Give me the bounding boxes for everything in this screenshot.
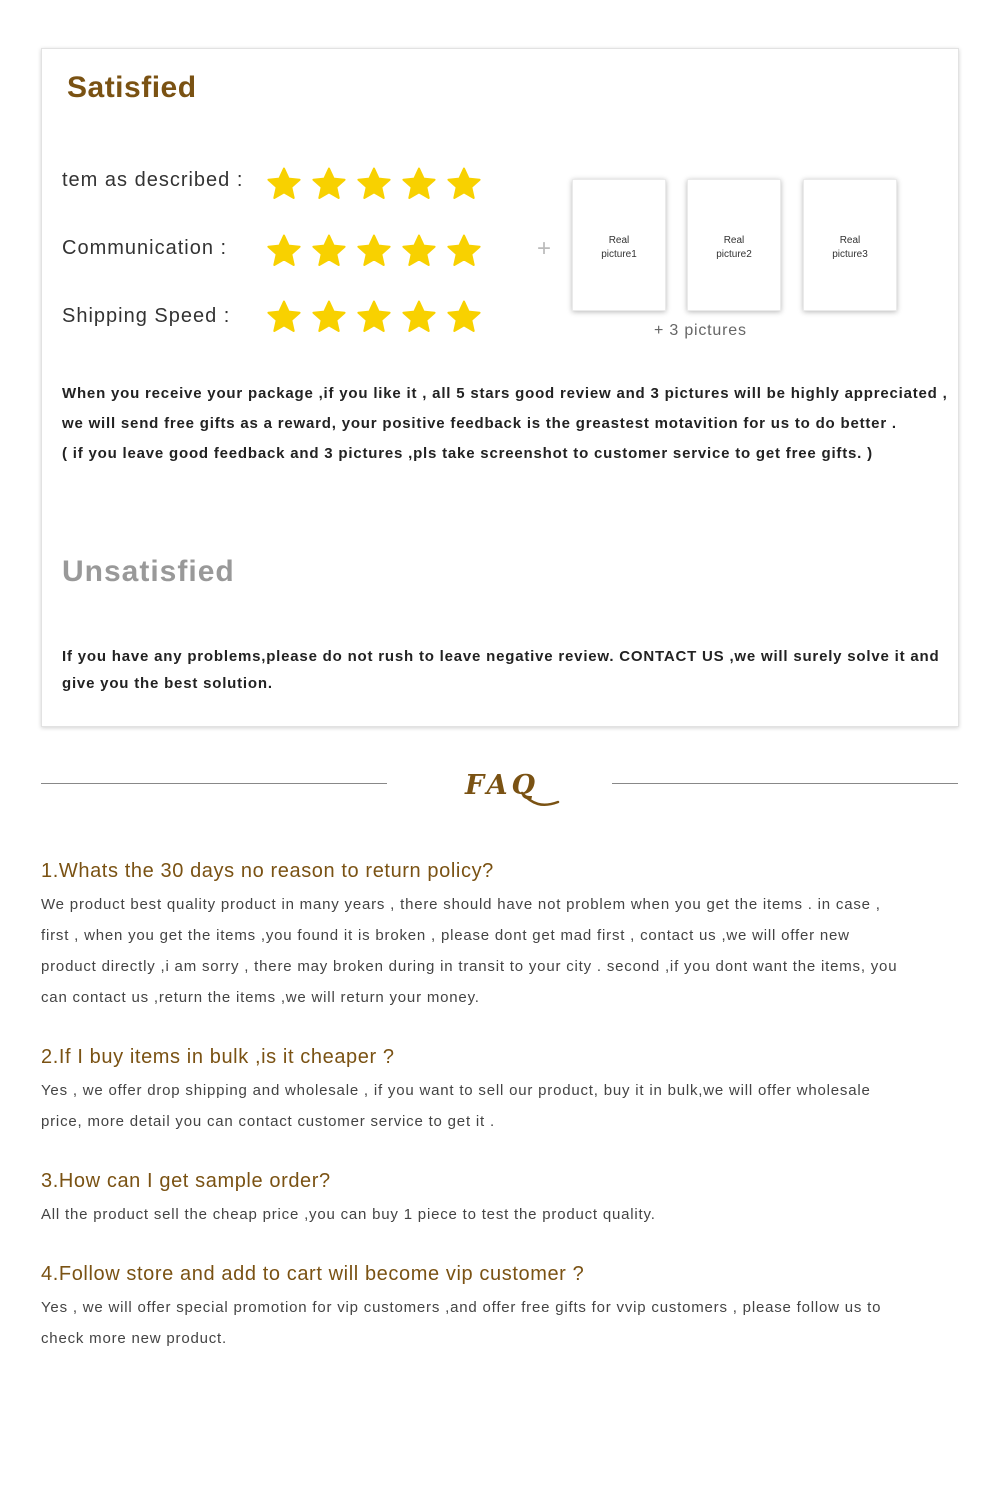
real-picture-1-label: Real picture1	[601, 235, 637, 260]
faq-divider-left	[41, 783, 387, 784]
satisfied-message-line-1: When you receive your package ,if you like it , all 5 stars good review and 3 pictures will be highly appreciated ,	[62, 385, 948, 402]
real-picture-3-label: Real picture3	[832, 235, 868, 260]
faq-question-1: 1.Whats the 30 days no reason to return policy?	[41, 860, 494, 882]
faq-question-3: 3.How can I get sample order?	[41, 1170, 331, 1192]
rating-label-communication: Communication :	[62, 237, 228, 259]
faq-question-2: 2.If I buy items in bulk ,is it cheaper ?	[41, 1046, 395, 1068]
star-icon	[311, 166, 347, 202]
faq-answer-1-line-1: We product best quality product in many years , there should have not problem when you get the items . in case ,	[41, 896, 881, 913]
real-picture-1-placeholder	[572, 179, 666, 311]
faq-answer-1-line-3: product directly ,i am sorry , there may broken during in transit to your city . second ,if you dont want the items, you	[41, 958, 898, 975]
faq-logo-text: FAQ	[465, 770, 540, 801]
faq-divider-right	[612, 783, 958, 784]
unsatisfied-message-line-1: If you have any problems,please do not rush to leave negative review. CONTACT US ,we will surely solve it and	[62, 648, 940, 665]
star-rating-communication	[266, 233, 482, 269]
faq-logo	[462, 758, 566, 814]
star-icon	[266, 166, 302, 202]
star-icon	[446, 166, 482, 202]
star-rating-shipping-speed	[266, 299, 482, 335]
star-icon	[266, 233, 302, 269]
pictures-count: + 3 pictures	[654, 322, 747, 339]
star-icon	[401, 233, 437, 269]
real-picture-3-placeholder	[803, 179, 897, 311]
star-icon	[311, 299, 347, 335]
satisfied-message-line-3: ( if you leave good feedback and 3 pictures ,pls take screenshot to customer service to get free gifts. )	[62, 445, 873, 462]
star-icon	[446, 233, 482, 269]
star-icon	[356, 299, 392, 335]
satisfied-message-line-2: we will send free gifts as a reward, your positive feedback is the greastest motavition for us to do better .	[62, 415, 897, 432]
faq-question-4: 4.Follow store and add to cart will become vip customer ?	[41, 1263, 585, 1285]
faq-answer-2-line-2: price, more detail you can contact customer service to get it .	[41, 1113, 495, 1130]
star-icon	[401, 166, 437, 202]
star-icon	[356, 233, 392, 269]
rating-label-item-described: tem as described :	[62, 169, 244, 191]
faq-answer-1-line-2: first , when you get the items ,you found it is broken , please dont get mad first , contact us ,we will offer new	[41, 927, 850, 944]
star-icon	[356, 166, 392, 202]
faq-answer-4-line-1: Yes , we will offer special promotion for vip customers ,and offer free gifts for vvip customers , please follow us to	[41, 1299, 882, 1316]
star-icon	[266, 299, 302, 335]
unsatisfied-title: Unsatisfied	[62, 555, 235, 588]
satisfied-title: Satisfied	[67, 71, 197, 104]
unsatisfied-message-line-2: give you the best solution.	[62, 675, 273, 692]
faq-answer-4-line-2: check more new product.	[41, 1330, 227, 1347]
real-picture-2-label: Real picture2	[716, 235, 752, 260]
faq-answer-3-line-1: All the product sell the cheap price ,you can buy 1 piece to test the product quality.	[41, 1206, 656, 1223]
star-rating-item-described	[266, 166, 482, 202]
faq-answer-2-line-1: Yes , we offer drop shipping and wholesale , if you want to sell our product, buy it in bulk,we will offer wholesale	[41, 1082, 871, 1099]
plus-sign: +	[537, 235, 552, 262]
rating-label-shipping-speed: Shipping Speed :	[62, 305, 231, 327]
real-picture-2-placeholder	[687, 179, 781, 311]
faq-answer-1-line-4: can contact us ,return the items ,we will return your money.	[41, 989, 480, 1006]
review-card	[41, 48, 959, 727]
star-icon	[311, 233, 347, 269]
star-icon	[401, 299, 437, 335]
star-icon	[446, 299, 482, 335]
